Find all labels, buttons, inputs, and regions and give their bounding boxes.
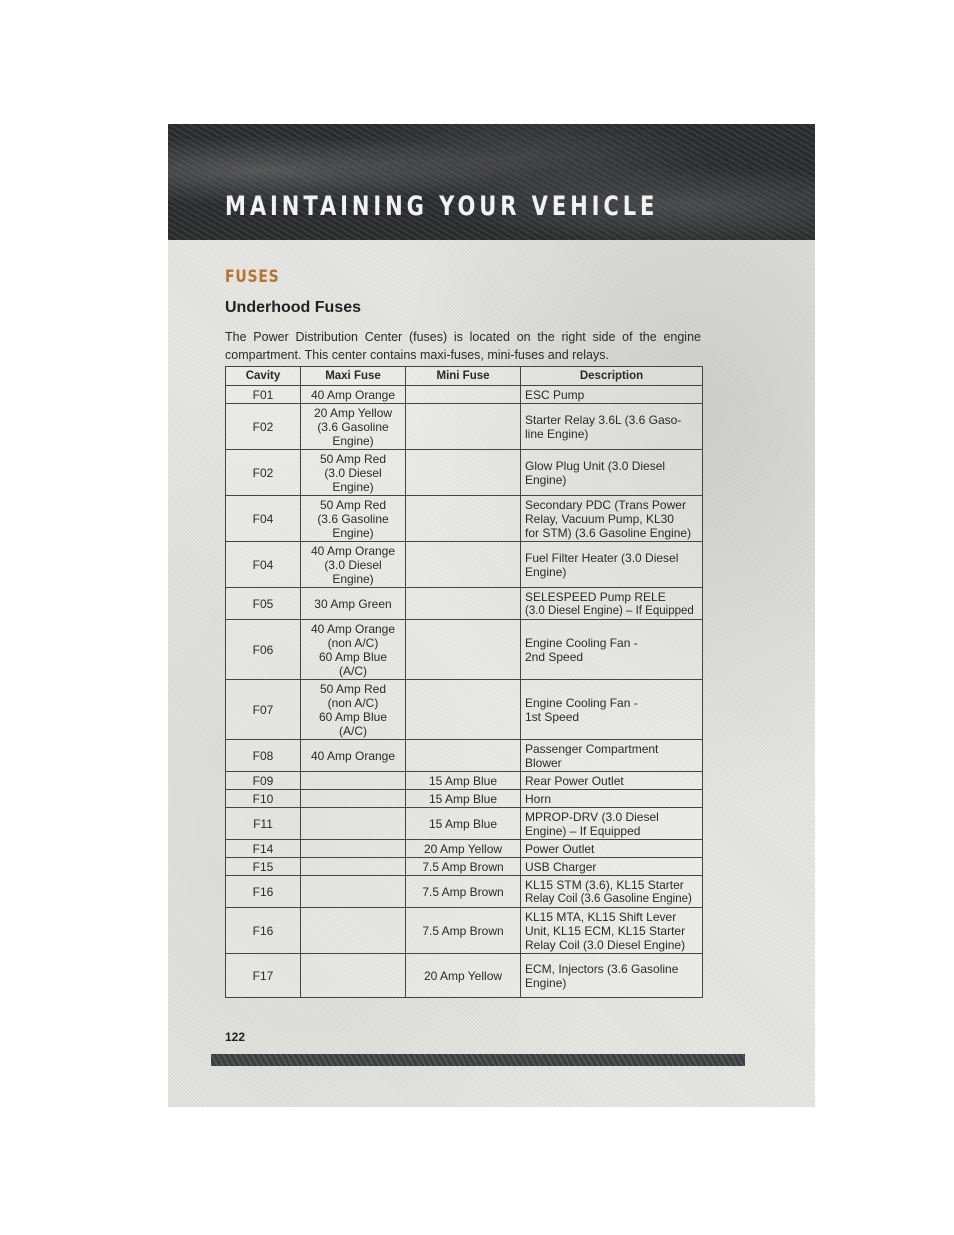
maxi-fuse-line: (non A/C): [327, 635, 379, 650]
maxi-fuse-line: 50 Amp Red: [319, 451, 387, 466]
description-line: Relay Coil (3.0 Diesel Engine): [525, 937, 686, 952]
cell-cavity: F02: [226, 450, 301, 496]
header-maxi-fuse: Maxi Fuse: [301, 367, 406, 386]
cell-description: [521, 954, 703, 998]
cell-maxi-fuse: [301, 542, 406, 588]
cell-description: [521, 542, 703, 588]
description-line: 2nd Speed: [525, 649, 584, 664]
cell-mini-fuse: 7.5 Amp Brown: [406, 908, 521, 954]
description-line: (3.0 Diesel Engine) – If Equipped: [525, 604, 694, 617]
maxi-fuse-line: (A/C): [339, 663, 367, 678]
cell-cavity: F16: [226, 908, 301, 954]
maxi-fuse-line: 50 Amp Red: [319, 681, 387, 696]
cell-maxi-fuse: [301, 386, 406, 404]
cell-description: [521, 740, 703, 772]
cell-description: [521, 876, 703, 908]
cell-mini-fuse: 7.5 Amp Brown: [406, 858, 521, 876]
cell-cavity: F07: [226, 680, 301, 740]
cell-mini-fuse: [406, 496, 521, 542]
maxi-fuse-line: 50 Amp Red: [319, 497, 387, 512]
maxi-fuse-line: Engine): [332, 479, 374, 494]
cell-maxi-fuse: [301, 790, 406, 808]
cell-description: [521, 772, 703, 790]
cell-mini-fuse: [406, 386, 521, 404]
cell-mini-fuse: [406, 542, 521, 588]
cell-cavity: F01: [226, 386, 301, 404]
table-row: [226, 858, 703, 876]
cell-cavity: F09: [226, 772, 301, 790]
manual-page: [168, 124, 815, 1107]
maxi-fuse-line: Engine): [332, 525, 374, 540]
maxi-fuse-line: Engine): [332, 433, 374, 448]
description-line: Horn: [525, 791, 552, 806]
cell-mini-fuse: 7.5 Amp Brown: [406, 876, 521, 908]
description-line: Engine): [525, 564, 567, 579]
maxi-fuse-line: (3.6 Gasoline: [317, 511, 389, 526]
cell-maxi-fuse: [301, 808, 406, 840]
cell-cavity: F04: [226, 542, 301, 588]
maxi-fuse-line: 40 Amp Orange: [310, 748, 396, 763]
description-line: ECM, Injectors (3.6 Gasoline: [525, 961, 679, 976]
cell-description: [521, 588, 703, 620]
table-row: [226, 588, 703, 620]
description-line: for STM) (3.6 Gasoline Engine): [525, 525, 692, 540]
cell-mini-fuse: [406, 740, 521, 772]
cell-mini-fuse: 20 Amp Yellow: [406, 840, 521, 858]
description-line: Passenger Compartment: [525, 741, 659, 756]
description-line: KL15 MTA, KL15 Shift Lever: [525, 909, 677, 924]
description-line: Starter Relay 3.6L (3.6 Gaso-: [525, 412, 682, 427]
cell-maxi-fuse: [301, 496, 406, 542]
maxi-fuse-line: 40 Amp Orange: [310, 543, 396, 558]
table-row: [226, 772, 703, 790]
description-line: Rear Power Outlet: [525, 773, 624, 788]
cell-cavity: F15: [226, 858, 301, 876]
description-line: line Engine): [525, 426, 589, 441]
description-line: 1st Speed: [525, 709, 580, 724]
maxi-fuse-line: 30 Amp Green: [314, 596, 392, 611]
cell-maxi-fuse: [301, 450, 406, 496]
table-row: [226, 542, 703, 588]
description-line: SELESPEED Pump RELE: [525, 589, 666, 604]
cell-mini-fuse: 15 Amp Blue: [406, 790, 521, 808]
header-band: [168, 124, 815, 240]
fuse-table: [225, 366, 703, 998]
description-line: Engine Cooling Fan -: [525, 635, 638, 650]
cell-cavity: F06: [226, 620, 301, 680]
maxi-fuse-line: 40 Amp Orange: [310, 387, 396, 402]
subsection-title: Underhood Fuses: [225, 299, 362, 316]
cell-description: [521, 404, 703, 450]
table-row: [226, 790, 703, 808]
cell-cavity: F02: [226, 404, 301, 450]
cell-cavity: F14: [226, 840, 301, 858]
maxi-fuse-line: (3.0 Diesel: [324, 465, 382, 480]
description-line: Power Outlet: [525, 841, 595, 856]
cell-description: [521, 450, 703, 496]
cell-mini-fuse: [406, 404, 521, 450]
description-line: KL15 STM (3.6), KL15 Starter: [525, 877, 684, 892]
description-line: Engine): [525, 472, 567, 487]
description-line: Unit, KL15 ECM, KL15 Starter: [525, 923, 686, 938]
fuse-table-body: [226, 386, 703, 998]
cell-maxi-fuse: [301, 740, 406, 772]
table-row: [226, 954, 703, 998]
description-line: MPROP-DRV (3.0 Diesel: [525, 809, 659, 824]
cell-maxi-fuse: [301, 404, 406, 450]
description-line: Engine): [525, 975, 567, 990]
cell-maxi-fuse: [301, 588, 406, 620]
description-line: Engine Cooling Fan -: [525, 695, 638, 710]
maxi-fuse-line: 20 Amp Yellow: [313, 405, 393, 420]
cell-maxi-fuse: [301, 858, 406, 876]
cell-description: [521, 908, 703, 954]
table-row: [226, 740, 703, 772]
cell-maxi-fuse: [301, 620, 406, 680]
maxi-fuse-line: (non A/C): [327, 695, 379, 710]
table-row: [226, 840, 703, 858]
table-row: [226, 620, 703, 680]
cell-cavity: F16: [226, 876, 301, 908]
cell-description: [521, 620, 703, 680]
cell-description: [521, 858, 703, 876]
maxi-fuse-line: (3.0 Diesel: [324, 557, 382, 572]
maxi-fuse-line: 60 Amp Blue: [318, 649, 388, 664]
header-description: Description: [521, 367, 703, 386]
table-row: [226, 404, 703, 450]
chapter-title: MAINTAINING YOUR VEHICLE: [225, 191, 659, 222]
cell-description: [521, 386, 703, 404]
cell-mini-fuse: [406, 680, 521, 740]
cell-cavity: F08: [226, 740, 301, 772]
header-mini-fuse: Mini Fuse: [406, 367, 521, 386]
table-row: [226, 386, 703, 404]
maxi-fuse-line: 40 Amp Orange: [310, 621, 396, 636]
cell-cavity: F10: [226, 790, 301, 808]
table-row: [226, 496, 703, 542]
cell-mini-fuse: 15 Amp Blue: [406, 808, 521, 840]
description-line: Glow Plug Unit (3.0 Diesel: [525, 458, 666, 473]
description-line: Relay, Vacuum Pump, KL30: [525, 511, 674, 526]
cell-description: [521, 840, 703, 858]
maxi-fuse-line: Engine): [332, 571, 374, 586]
table-row: [226, 450, 703, 496]
cell-mini-fuse: [406, 588, 521, 620]
table-row: [226, 876, 703, 908]
table-header-row: [226, 367, 703, 386]
description-line: Engine) – If Equipped: [525, 823, 641, 838]
table-row: [226, 680, 703, 740]
cell-mini-fuse: 20 Amp Yellow: [406, 954, 521, 998]
cell-cavity: F17: [226, 954, 301, 998]
cell-cavity: F04: [226, 496, 301, 542]
cell-description: [521, 496, 703, 542]
cell-description: [521, 790, 703, 808]
intro-paragraph: The Power Distribution Center (fuses) is located on the right side of the engine compartment. This center contains maxi-fuses, mini-fuses and relays.: [225, 330, 701, 362]
table-row: [226, 908, 703, 954]
cell-maxi-fuse: [301, 908, 406, 954]
cell-maxi-fuse: [301, 680, 406, 740]
cell-maxi-fuse: [301, 876, 406, 908]
cell-mini-fuse: [406, 450, 521, 496]
cell-cavity: F11: [226, 808, 301, 840]
cell-cavity: F05: [226, 588, 301, 620]
cell-description: [521, 808, 703, 840]
description-line: Secondary PDC (Trans Power: [525, 497, 686, 512]
cell-description: [521, 680, 703, 740]
description-line: ESC Pump: [525, 387, 585, 402]
description-line: Blower: [525, 755, 562, 770]
cell-mini-fuse: 15 Amp Blue: [406, 772, 521, 790]
maxi-fuse-line: 60 Amp Blue: [318, 709, 388, 724]
description-line: Relay Coil (3.6 Gasoline Engine): [525, 892, 692, 905]
cell-maxi-fuse: [301, 772, 406, 790]
section-title: FUSES: [225, 267, 280, 287]
description-line: USB Charger: [525, 859, 597, 874]
table-row: [226, 808, 703, 840]
header-cavity: Cavity: [226, 367, 301, 386]
description-line: Fuel Filter Heater (3.0 Diesel: [525, 550, 679, 565]
cell-maxi-fuse: [301, 840, 406, 858]
page-number: 122: [225, 1030, 246, 1044]
maxi-fuse-line: (3.6 Gasoline: [317, 419, 389, 434]
maxi-fuse-line: (A/C): [339, 723, 367, 738]
footer-band: [211, 1054, 745, 1066]
cell-maxi-fuse: [301, 954, 406, 998]
cell-mini-fuse: [406, 620, 521, 680]
